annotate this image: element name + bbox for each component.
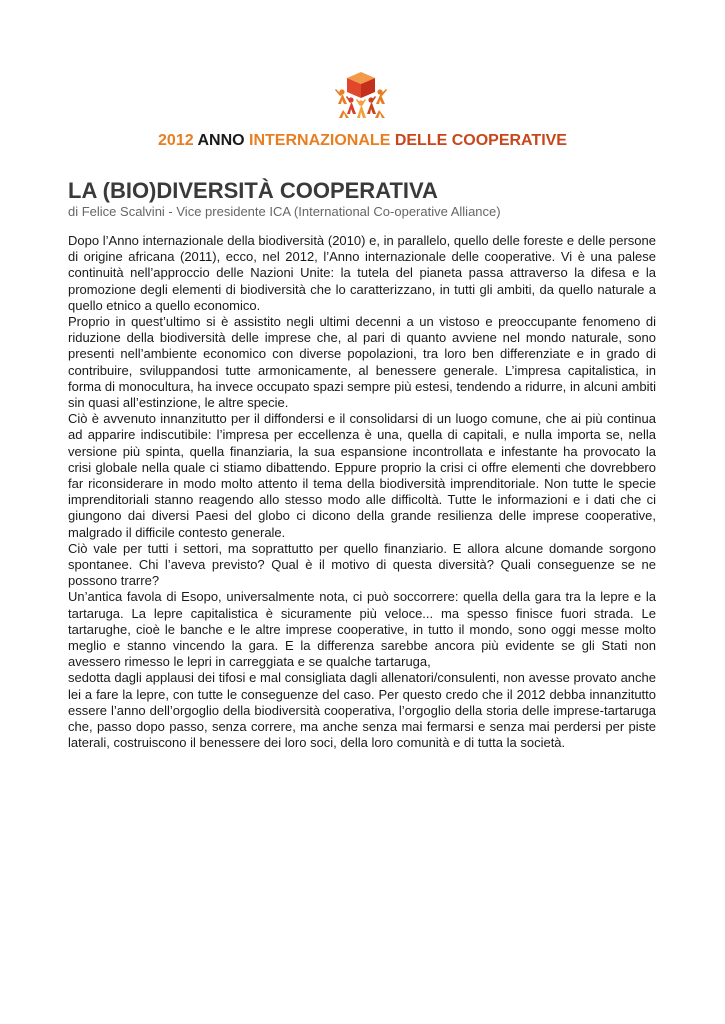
paragraph: Dopo l’Anno internazionale della biodiversità (2010) e, in parallelo, quello delle foreste e delle persone di origine africana (2011), ecco, nel 2012, l’Anno internazionale delle cooperative. Vi è una palese continuità nell’approccio delle Nazioni Unite: la tutela del pianeta passa attraverso la difesa e la promozione degli elementi di biodiversità che lo caratterizzano, in tutti gli ambiti, da quello naturale a quello etnico a quello economico. xyxy=(68,233,656,313)
paragraph: Ciò vale per tutti i settori, ma soprattutto per quello finanziario. E allora alcune domande sorgono spontanee. Chi l’aveva previsto? Qual è il motivo di questa diversità? Quali conseguenze se ne possono trarre? xyxy=(68,540,656,589)
banner-year: 2012 xyxy=(158,132,194,149)
banner-cooperative: DELLE COOPERATIVE xyxy=(394,132,567,149)
banner-internazionale: INTERNAZIONALE xyxy=(249,132,391,149)
paragraph: Un’antica favola di Esopo, universalmente nota, ci può soccorrere: quella della gara tra la lepre e la tartaruga. La lepre capitalistica è sicuramente più veloce... ma spesso finisce fuori strada. Le tartarughe, cioè le banche e le altre imprese cooperative, in tutto il mondo, sono oggi messe molto meglio e stanno vincendo la gara. E la differenza sarebbe ancora più evidente se gli Stati non avessero rimesso le lepri in carreggiata e se qualche tartaruga, xyxy=(68,589,656,670)
year-banner xyxy=(0,131,725,151)
banner-anno: ANNO xyxy=(197,132,245,149)
paragraph: Ciò è avvenuto innanzitutto per il diffondersi e il consolidarsi di un luogo comune, che ai più continua ad apparire indiscutibile: l’impresa per eccellenza è una, quella di capitali, e nulla importa se, nella versione più spinta, quella finanziaria, la sua espansione incontrollata e infestante ha provocato la crisi globale nella quale ci stiamo dibattendo. Eppure proprio la crisi ci offre elementi che dovrebbero far riconsiderare in modo molto attento il tema della biodiversità imprenditoriale. Non tutte le specie imprenditoriali stanno reagendo allo stesso modo alle difficoltà. Tutte le informazioni e i dati che ci giungono dai diversi Paesi del globo ci dicono della grande resilienza delle imprese cooperative, malgrado il difficile contesto generale. xyxy=(68,411,656,540)
paragraph: sedotta dagli applausi dei tifosi e mal consigliata dagli allenatori/consulenti, non avesse provato anche lei a fare la lepre, con tutte le conseguenze del caso. Per questo credo che il 2012 debba innanzitutto essere l’anno dell’orgoglio della biodiversità cooperativa, l’orgoglio della storia delle imprese-tartaruga che, passo dopo passo, senza correre, ma anche senza mai fermarsi e senza mai perdersi per piste laterali, costruiscono il benessere dei loro soci, della loro comunità e di tutta la società. xyxy=(68,670,656,751)
article-byline: di Felice Scalvini - Vice presidente ICA (International Co-operative Alliance) xyxy=(68,204,501,219)
cooperative-people-cube-logo-icon xyxy=(333,70,389,120)
paragraph: Proprio in quest’ultimo si è assistito negli ultimi decenni a un vistoso e preoccupante fenomeno di riduzione della biodiversità delle imprese che, al pari di quanto avviene nel mondo naturale, sono presenti nell’ambiente economico con diverse popolazioni, tra loro ben differenziate e in grado di contribuire, sviluppandosi tutte armonicamente, al benessere generale. L’impresa capitalistica, in forma di monocultura, ha invece occupato spazi sempre più estesi, tendendo a ridurre, in alcuni ambiti sin quasi all’estinzione, le altre specie. xyxy=(68,314,656,411)
article-title: LA (BIO)DIVERSITÀ COOPERATIVA xyxy=(68,178,438,203)
article-body xyxy=(68,233,656,752)
